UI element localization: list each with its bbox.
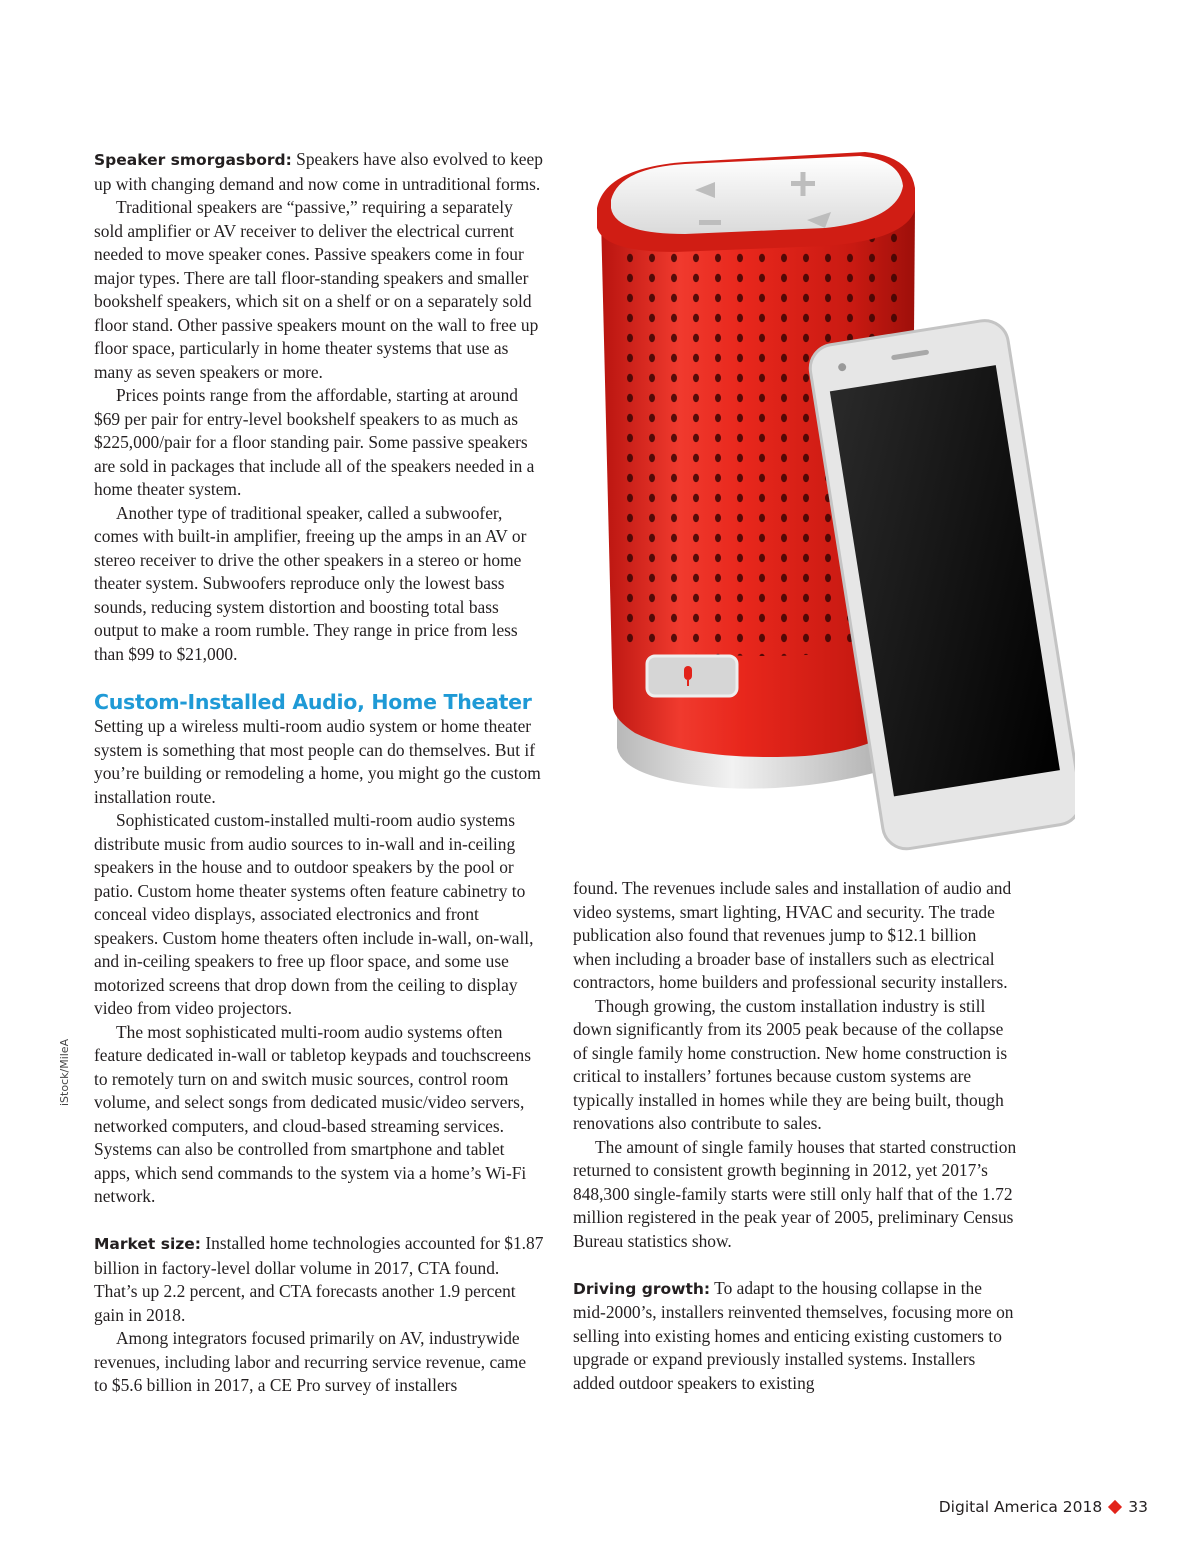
lead-in-speaker-smorgasbord: Speaker smorgasbord:	[94, 151, 292, 169]
paragraph: Setting up a wireless multi-room audio system or home theater system is something that most people can do themselves. But if you’re building or remodeling a home, you might go the custom installation route.	[94, 716, 541, 807]
photo-credit: iStock/MileA	[58, 1038, 71, 1106]
paragraph-text: Speakers have also evolved to keep up with changing demand and now come in untraditional forms.	[94, 149, 543, 194]
paragraph	[94, 148, 544, 196]
paragraph: Prices points range from the affordable, starting at around $69 per pair for entry-level bookshelf speakers to as much as $225,000/pair for a floor standing pair. Some passive speakers are sold in packages that include all of the speakers needed in a home theater system.	[94, 385, 535, 499]
paragraph: Among integrators focused primarily on AV, industrywide revenues, including labor and recurring service revenue, came to $5.6 billion in 2017, a CE Pro survey of installers	[94, 1328, 527, 1395]
paragraph: The amount of single family houses that started construction returned to consistent growth beginning in 2012, yet 2017’s 848,300 single-family starts were still only half that of the 1.72 million registered in the peak year of 2005, preliminary Census Bureau statistics show.	[573, 1136, 1017, 1251]
paragraph: Sophisticated custom-installed multi-room audio systems distribute music from audio sources to in-wall and in-ceiling speakers in the house and to outdoor speakers by the pool or patio. Custom home theater systems often feature cabinetry to conceal video displays, associated electronics and front speakers. Custom home theaters often include in-wall, on-wall, and in-ceiling speakers to free up floor space, and some use motorized screens that drop down from the ceiling to display video from video projectors.	[94, 810, 534, 1018]
page-footer	[939, 1498, 1148, 1516]
lead-in-market-size: Market size:	[94, 1235, 202, 1253]
paragraph: Another type of traditional speaker, called a subwoofer, comes with built-in amplifier, freeing up the amps in an AV or stereo receiver to drive the other speakers in a stereo or home theater system. Subwoofers reproduce only the lowest bass sounds, reducing system distortion and boosting total bass output to make a room rumble. They range in price from less than $99 to $21,000.	[94, 502, 527, 664]
paragraph: Traditional speakers are “passive,” requiring a separately sold amplifier or AV receiver to deliver the electrical current needed to move speaker cones. Passive speakers come in four major types. There are tall floor-standing speakers and smaller bookshelf speakers, which sit on a shelf or on a separately sold floor stand. Other passive speakers mount on the wall to free up floor space, particularly in home theater systems that use as many as seven speakers or more.	[94, 197, 539, 382]
section-heading: Custom-Installed Audio, Home Theater	[94, 690, 532, 714]
left-column	[94, 148, 544, 1398]
page-number: 33	[1128, 1498, 1148, 1516]
paragraph	[94, 1232, 544, 1327]
smart-speaker-photo	[575, 148, 1075, 868]
right-column	[573, 877, 1018, 1395]
paragraph-text: Installed home technologies accounted for $1.87 billion in factory-level dollar volume in 2017, CTA found. That’s up 2.2 percent, and CTA forecasts another 1.9 percent gain in 2018.	[94, 1233, 544, 1325]
paragraph	[573, 1277, 1018, 1396]
paragraph-text: To adapt to the housing collapse in the mid-2000’s, installers reinvented themselves, focusing more on selling into existing homes and enticing existing customers to upgrade or expand previously installed systems. Installers added outdoor speakers to existing	[573, 1277, 1014, 1393]
lead-in-driving-growth: Driving growth:	[573, 1279, 711, 1298]
publication-name: Digital America 2018	[938, 1498, 1103, 1516]
diamond-icon	[1108, 1500, 1122, 1514]
paragraph: found. The revenues include sales and installation of audio and video systems, smart lighting, HVAC and security. The trade publication also found that revenues jump to $12.1 billion when including a broader base of installers such as electrical contractors, home builders and professional security installers.	[573, 878, 1012, 992]
paragraph: The most sophisticated multi-room audio systems often feature dedicated in-wall or tabletop keypads and touchscreens to remotely turn on and switch music sources, control room volume, and select songs from dedicated music/video servers, networked computers, and cloud-based streaming services. Systems can also be controlled from smartphone and tablet apps, which send commands to the system via a home’s Wi-Fi network.	[94, 1021, 531, 1206]
paragraph: Though growing, the custom installation industry is still down significantly from its 2005 peak because of the collapse of single family home construction. New home construction is critical to installers’ fortunes because custom systems are typically installed in homes while they are being built, though renovations also contribute to sales.	[573, 995, 1008, 1133]
